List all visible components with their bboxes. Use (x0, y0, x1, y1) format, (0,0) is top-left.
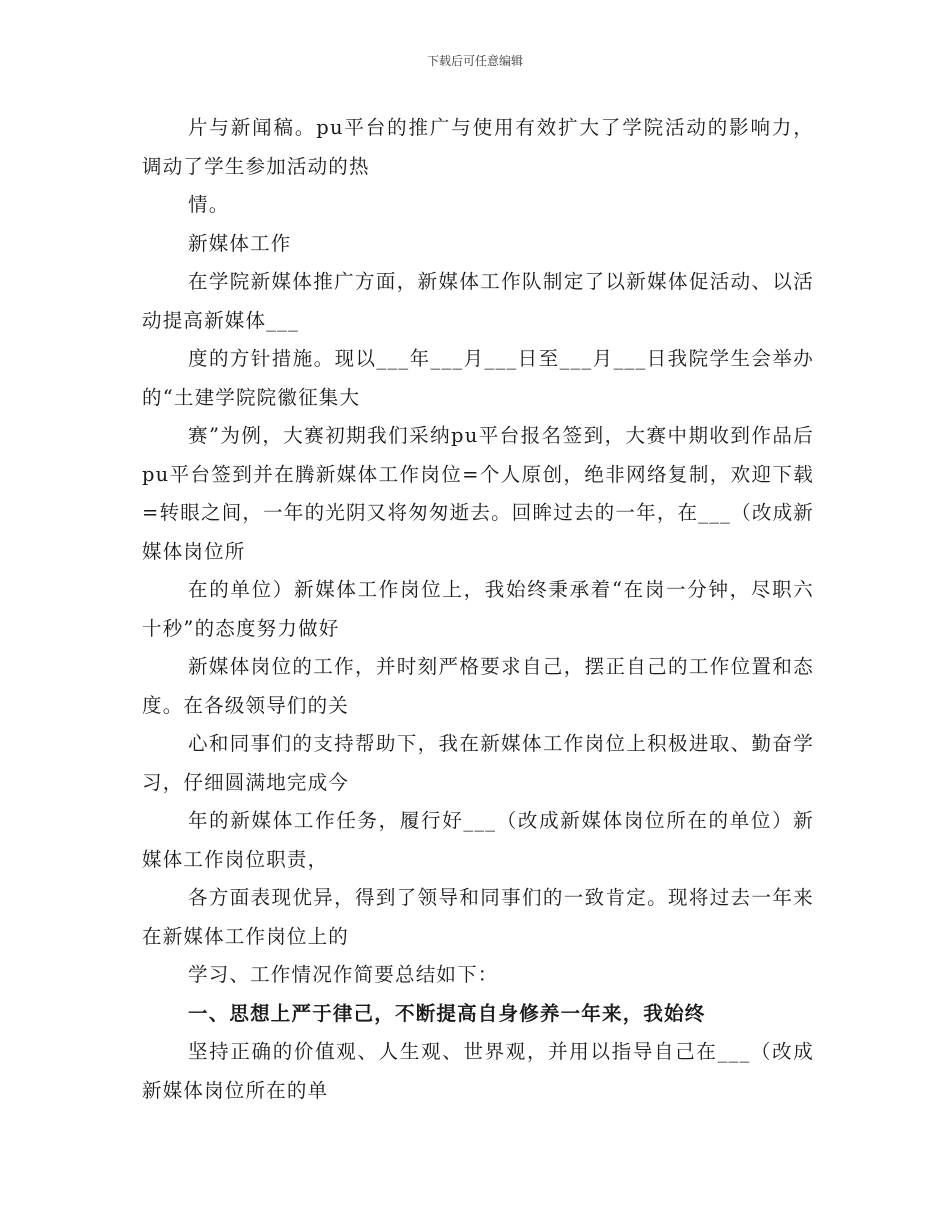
section-heading: 新媒体工作 (188, 231, 292, 255)
paragraph: 新媒体岗位的工作，并时刻严格要求自己，摆正自己的工作位置和态度。在各级领导们的关 (142, 655, 814, 717)
paragraph: 心和同事们的支持帮助下，我在新媒体工作岗位上积极进取、勤奋学习，仔细圆满地完成今 (142, 732, 814, 794)
paragraph: 度的方针措施。现以___年___月___日至___月___日我院学生会举办的“土建学院院徽征集大 (142, 347, 814, 409)
bold-heading: 一、思想上严于律己，不断提高自身修养一年来，我始终 (188, 1001, 706, 1025)
paragraph: 情。 (188, 193, 230, 216)
paragraph: 在的单位）新媒体工作岗位上，我始终秉承着“在岗一分钟，尽职六十秒”的态度努力做好 (142, 578, 814, 640)
paragraph: 在学院新媒体推广方面，新媒体工作队制定了以新媒体促活动、以活动提高新媒体___ (142, 270, 814, 332)
paragraph: 坚持正确的价值观、人生观、世界观，并用以指导自己在___（改成新媒体岗位所在的单 (142, 1040, 814, 1102)
page-header: 下载后可任意编辑 (426, 54, 523, 68)
document-body (142, 109, 814, 1110)
paragraph: 各方面表现优异，得到了领导和同事们的一致肯定。现将过去一年来在新媒体工作岗位上的 (142, 886, 814, 948)
paragraph: 年的新媒体工作任务，履行好___（改成新媒体岗位所在的单位）新媒体工作岗位职责， (142, 809, 814, 871)
paragraph: 片与新闻稿。pu平台的推广与使用有效扩大了学院活动的影响力，调动了学生参加活动的热 (142, 116, 814, 178)
paragraph: 赛”为例，大赛初期我们采纳pu平台报名签到，大赛中期收到作品后pu平台签到并在腾新媒体工作岗位=个人原创，绝非网络复制，欢迎下载=转眼之间，一年的光阴又将匆匆逝去。回眸过去的一年，在___（改成新媒体岗位所 (142, 424, 814, 563)
paragraph: 学习、工作情况作简要总结如下： (188, 963, 499, 986)
